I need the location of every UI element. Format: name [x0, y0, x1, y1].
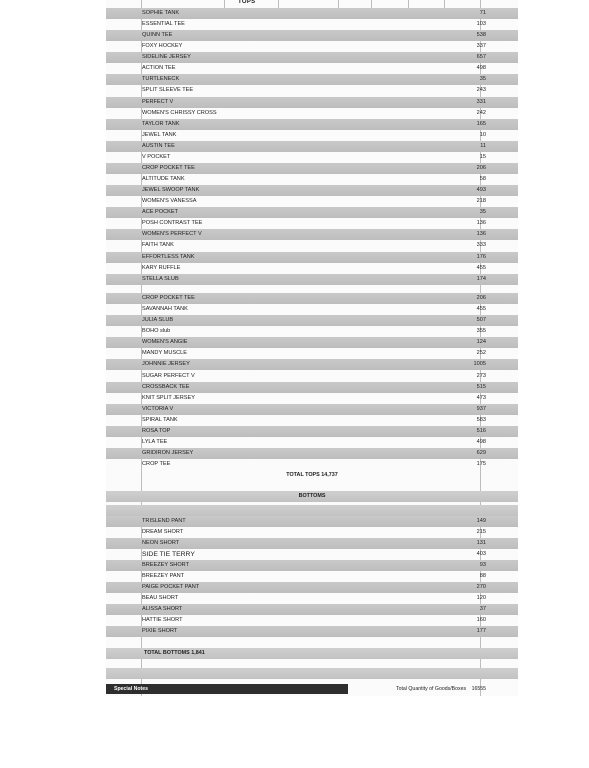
- table-row: [106, 229, 518, 240]
- table-row: [106, 108, 518, 119]
- item-qty: 177: [476, 628, 486, 634]
- item-qty: 165: [476, 120, 486, 127]
- item-name: ROSA TOP: [142, 427, 171, 434]
- bottoms-header: [106, 491, 518, 502]
- bottoms-total-row: [106, 648, 518, 659]
- item-qty: 333: [476, 242, 486, 249]
- table-row: [106, 315, 518, 326]
- table-row: [106, 293, 518, 304]
- table-row: [106, 141, 518, 152]
- item-name: BREEZEY PANT: [142, 573, 185, 579]
- table-row: [106, 174, 518, 185]
- item-name: CROP POCKET TEE: [142, 295, 195, 301]
- item-qty: 176: [476, 253, 486, 260]
- table-row: [106, 97, 518, 108]
- item-qty: 538: [476, 32, 486, 39]
- item-name: NEON SHORT: [142, 540, 180, 546]
- item-name: MANDY MUSCLE: [142, 350, 187, 357]
- item-name: GRIDIRON JERSEY: [142, 450, 194, 457]
- table-row: [106, 348, 518, 359]
- table-row: [106, 52, 518, 63]
- table-row: [106, 196, 518, 207]
- item-name: TAYLOR TANK: [142, 120, 180, 127]
- item-qty: 206: [476, 295, 486, 301]
- item-qty: 215: [476, 529, 486, 535]
- item-name: CROSSBACK TEE: [142, 383, 190, 390]
- item-qty: 88: [479, 573, 486, 579]
- table-row: [106, 393, 518, 404]
- tops-heading: TOPS: [238, 0, 256, 5]
- table-row: [106, 571, 518, 582]
- item-name: CROP POCKET TEE: [142, 164, 195, 171]
- item-name: QUINN TEE: [142, 32, 173, 39]
- item-qty: 252: [476, 350, 486, 357]
- item-qty: 516: [476, 427, 486, 434]
- table-row: [106, 527, 518, 538]
- item-name: WOMEN'S VANESSA: [142, 198, 197, 205]
- table-row: [106, 63, 518, 74]
- item-name: SPLIT SLEEVE TEE: [142, 87, 194, 94]
- table-row: [106, 8, 518, 19]
- table-row: [106, 426, 518, 437]
- item-name: AUSTIN TEE: [142, 142, 175, 149]
- table-row: [106, 615, 518, 626]
- item-qty: 37: [479, 606, 486, 612]
- item-name: WOMEN'S PERFECT V: [142, 231, 202, 238]
- special-notes-bar: [106, 684, 348, 694]
- table-row: [106, 274, 518, 285]
- item-qty: 937: [476, 405, 486, 412]
- table-row: [106, 626, 518, 637]
- bottoms-total: TOTAL BOTTOMS 1,841: [144, 650, 205, 656]
- item-qty: 35: [479, 76, 486, 83]
- table-row: [106, 382, 518, 393]
- table-row: [106, 218, 518, 229]
- table-row: [106, 207, 518, 218]
- total-quantity-label: Total Quantity of Goods/Boxes: [396, 686, 467, 692]
- item-qty: 455: [476, 306, 486, 313]
- table-row: [106, 337, 518, 348]
- item-name: TRISLEND PANT: [142, 518, 186, 524]
- item-name: SPIRAL TANK: [142, 416, 178, 423]
- item-name: SIDELINE JERSEY: [142, 54, 191, 61]
- item-qty: 1005: [473, 361, 486, 368]
- table-row: [106, 549, 518, 560]
- item-name: ALTITUDE TANK: [142, 176, 185, 183]
- item-qty: 243: [476, 87, 486, 94]
- table-row: [106, 304, 518, 315]
- table-row: [106, 74, 518, 85]
- special-notes-label: Special Notes: [114, 686, 149, 692]
- item-name: WOMEN'S ANGIE: [142, 339, 188, 346]
- table-row: [106, 538, 518, 549]
- item-name: JOHNNIE JERSEY: [142, 361, 190, 368]
- blank-shaded-row: [106, 668, 518, 679]
- item-qty: 149: [476, 518, 486, 524]
- table-row: [106, 415, 518, 426]
- inventory-sheet: [106, 0, 518, 696]
- item-qty: 103: [476, 21, 486, 28]
- table-row: [106, 371, 518, 382]
- item-qty: 657: [476, 54, 486, 61]
- item-qty: 337: [476, 43, 486, 50]
- item-qty: 507: [476, 317, 486, 324]
- item-qty: 93: [479, 562, 486, 568]
- table-row: [106, 593, 518, 604]
- item-qty: 355: [476, 328, 486, 335]
- item-name: VICTORIA V: [142, 405, 174, 412]
- item-qty: 473: [476, 394, 486, 401]
- item-qty: 515: [476, 383, 486, 390]
- table-row: [106, 41, 518, 52]
- item-qty: 218: [476, 198, 486, 205]
- item-name: SOPHIE TANK: [142, 10, 180, 16]
- table-row: [106, 163, 518, 174]
- table-row: [106, 19, 518, 30]
- item-qty: 35: [479, 209, 486, 216]
- item-qty: 493: [476, 187, 486, 194]
- item-qty: 58: [479, 176, 486, 183]
- item-name: PAIGE POCKET PANT: [142, 584, 200, 590]
- total-quantity-value: 16555: [471, 686, 486, 692]
- item-name: DREAM SHORT: [142, 529, 184, 535]
- item-qty: 455: [476, 264, 486, 271]
- item-qty: 270: [476, 584, 486, 590]
- item-name: STELLA SLUB: [142, 275, 179, 282]
- table-row: [106, 437, 518, 448]
- table-row: [106, 516, 518, 527]
- item-qty: 136: [476, 220, 486, 227]
- table-row: [106, 30, 518, 41]
- item-name: WOMEN'S CHRISSY CROSS: [142, 109, 217, 116]
- item-qty: 242: [476, 109, 486, 116]
- table-row: [106, 130, 518, 141]
- item-name: KARY RUFFLE: [142, 264, 181, 271]
- item-name: JEWEL TANK: [142, 131, 177, 138]
- table-row: [106, 404, 518, 415]
- item-qty: 498: [476, 65, 486, 72]
- item-qty: 175: [476, 461, 486, 468]
- item-qty: 124: [476, 339, 486, 346]
- bottoms-heading: BOTTOMS: [298, 493, 326, 499]
- item-name: SIDE TIE TERRY: [142, 551, 195, 558]
- item-name: PIXIE SHORT: [142, 628, 178, 634]
- item-name: SUGAR PERFECT V: [142, 372, 195, 379]
- item-name: BREEZEY SHORT: [142, 562, 190, 568]
- item-qty: 174: [476, 275, 486, 282]
- table-row: [106, 119, 518, 130]
- table-row: [106, 459, 518, 470]
- item-name: ACE POCKET: [142, 209, 179, 216]
- item-qty: 131: [476, 540, 486, 546]
- table-row: [106, 152, 518, 163]
- item-name: TURTLENECK: [142, 76, 180, 83]
- item-name: POSH CONTRAST TEE: [142, 220, 203, 227]
- item-qty: 10: [479, 131, 486, 138]
- item-name: FAITH TANK: [142, 242, 174, 249]
- table-row: [106, 582, 518, 593]
- table-row: [106, 252, 518, 263]
- table-row: [106, 185, 518, 196]
- item-name: ESSENTIAL TEE: [142, 21, 185, 28]
- item-name: JULIA SLUB: [142, 317, 174, 324]
- item-name: SAVANNAH TANK: [142, 306, 188, 313]
- item-name: BEAU SHORT: [142, 595, 179, 601]
- tops-total: TOTAL TOPS 14,737: [286, 472, 338, 478]
- item-name: FOXY HOCKEY: [142, 43, 183, 50]
- table-row: [106, 604, 518, 615]
- table-row: [106, 85, 518, 96]
- item-qty: 206: [476, 164, 486, 171]
- item-qty: 629: [476, 450, 486, 457]
- item-name: V POCKET: [142, 153, 171, 160]
- item-qty: 136: [476, 231, 486, 238]
- item-qty: 331: [476, 98, 486, 105]
- item-name: PERFECT V: [142, 98, 174, 105]
- item-name: ALISSA SHORT: [142, 606, 183, 612]
- item-qty: 403: [476, 551, 486, 557]
- item-qty: 160: [476, 617, 486, 623]
- item-qty: 583: [476, 416, 486, 423]
- table-row: [106, 240, 518, 251]
- item-qty: 120: [476, 595, 486, 601]
- item-name: JEWEL SWOOP TANK: [142, 187, 200, 194]
- table-row: [106, 263, 518, 274]
- table-row: [106, 560, 518, 571]
- item-name: CROP TEE: [142, 461, 171, 468]
- sheet-footer: [106, 684, 518, 694]
- table-row: [106, 359, 518, 370]
- table-row: [106, 448, 518, 459]
- item-qty: 11: [480, 142, 486, 149]
- item-name: ACTION TEE: [142, 65, 176, 72]
- item-name: KNIT SPLIT JERSEY: [142, 394, 195, 401]
- item-name: EFFORTLESS TANK: [142, 253, 195, 260]
- item-qty: 15: [479, 153, 486, 160]
- item-name: HATTIE SHORT: [142, 617, 183, 623]
- item-qty: 273: [476, 372, 486, 379]
- item-name: BOHO slub: [142, 328, 171, 335]
- item-qty: 498: [476, 439, 486, 446]
- table-row: [106, 326, 518, 337]
- item-qty: 71: [479, 10, 486, 16]
- blank-shaded-row: [106, 505, 518, 516]
- tops-total-row: [106, 470, 518, 481]
- item-name: LYLA TEE: [142, 439, 168, 446]
